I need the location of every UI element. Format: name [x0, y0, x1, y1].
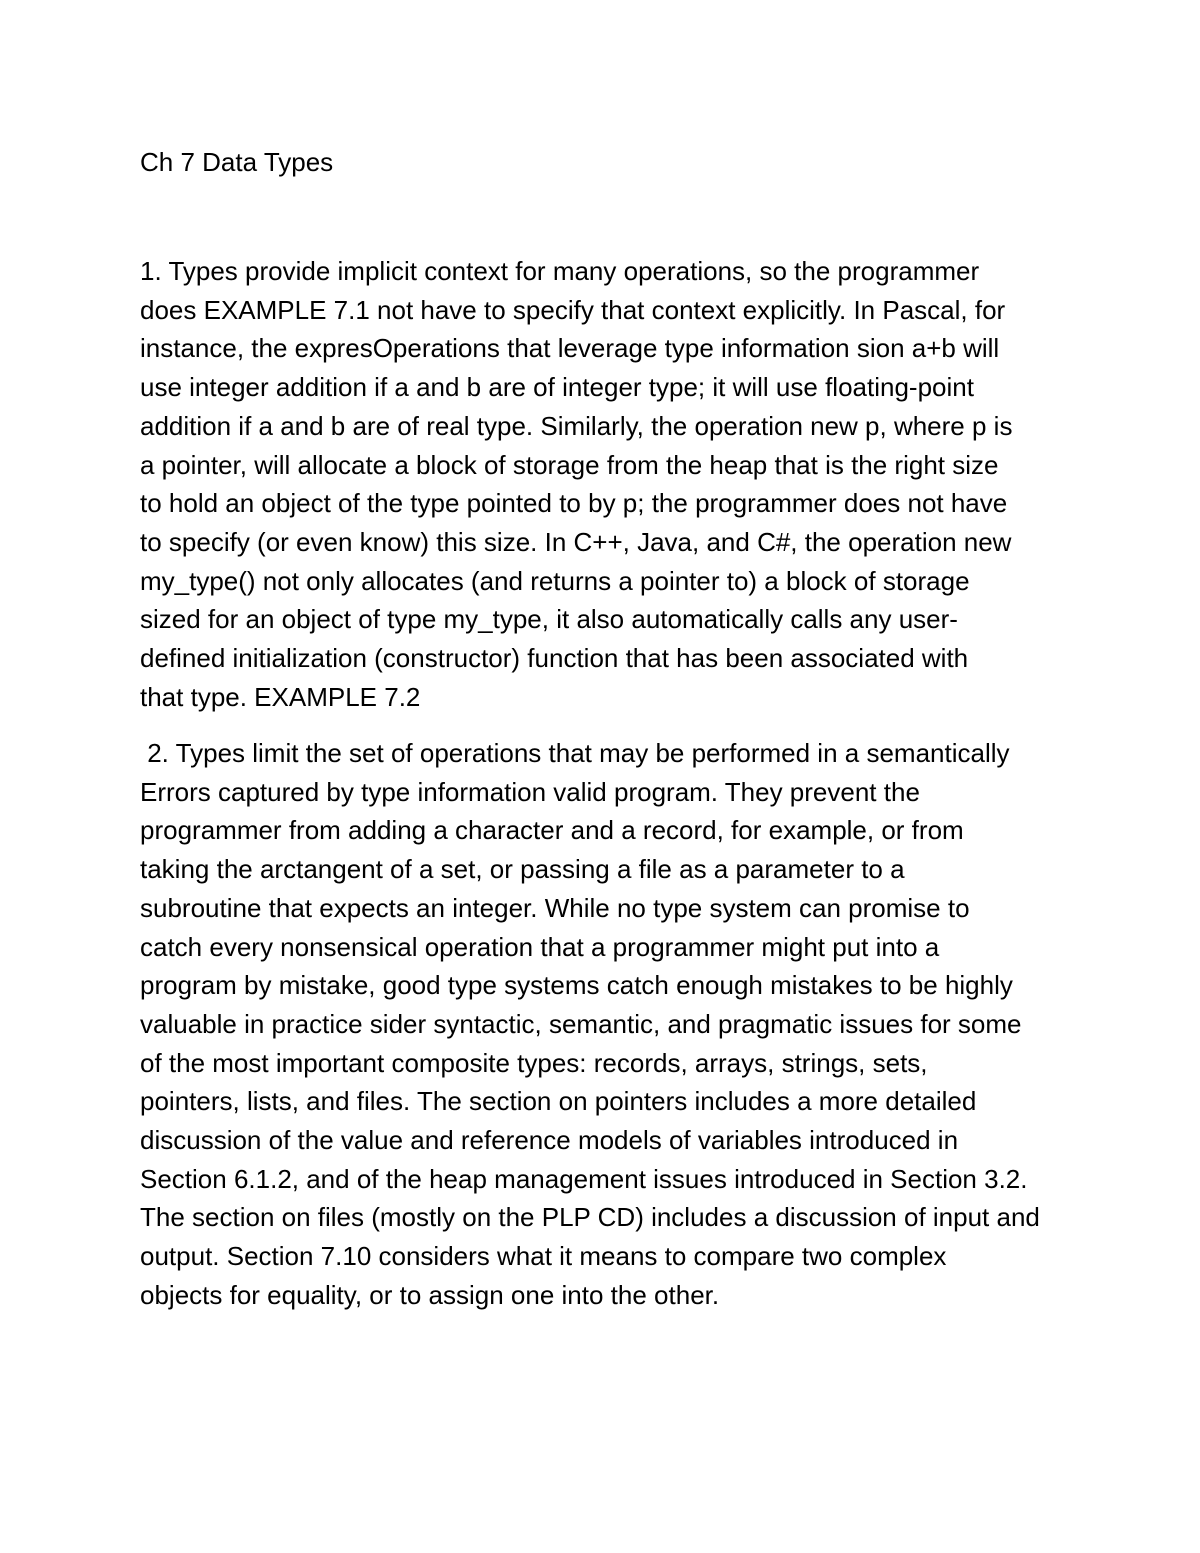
text-line: does EXAMPLE 7.1 not have to specify that context explicitly. In Pascal, for: [140, 294, 1006, 325]
text-line: a pointer, will allocate a block of storage from the heap that is the right size: [140, 449, 999, 480]
text-line: Section 6.1.2, and of the heap management issues introduced in Section 3.2.: [140, 1163, 1028, 1194]
paragraph-2: [140, 734, 1080, 1315]
document-title: Ch 7 Data Types: [140, 147, 334, 177]
text-line: objects for equality, or to assign one into the other.: [140, 1279, 720, 1310]
text-line: 1. Types provide implicit context for many operations, so the programmer: [140, 256, 980, 286]
text-line: subroutine that expects an integer. While no type system can promise to: [140, 892, 970, 923]
text-line: instance, the expresOperations that leverage type information sion a+b will: [140, 333, 1000, 364]
text-line: programmer from adding a character and a record, for example, or from: [140, 815, 964, 846]
text-line: use integer addition if a and b are of integer type; it will use floating-point: [140, 372, 974, 403]
paragraph-1: [140, 252, 1080, 716]
text-line: catch every nonsensical operation that a programmer might put into a: [140, 931, 940, 962]
text-line: my_type() not only allocates (and returns a pointer to) a block of storage: [140, 565, 970, 596]
text-line: taking the arctangent of a set, or passing a file as a parameter to a: [140, 854, 905, 885]
text-line: program by mistake, good type systems catch enough mistakes to be highly: [140, 970, 1013, 1001]
text-line: valuable in practice sider syntactic, semantic, and pragmatic issues for some: [140, 1008, 1022, 1039]
text-line: defined initialization (constructor) function that has been associated with: [140, 643, 969, 674]
text-line: discussion of the value and reference models of variables introduced in: [140, 1125, 959, 1156]
text-line: that type. EXAMPLE 7.2: [140, 681, 421, 712]
text-line: The section on files (mostly on the PLP CD) includes a discussion of input and: [140, 1202, 1040, 1233]
text-line: pointers, lists, and files. The section on pointers includes a more detailed: [140, 1086, 977, 1117]
text-line: Errors captured by type information valid program. They prevent the: [140, 776, 920, 807]
text-line: to hold an object of the type pointed to by p; the programmer does not have: [140, 488, 1008, 519]
text-line: output. Section 7.10 considers what it means to compare two complex: [140, 1241, 947, 1272]
text-line: sized for an object of type my_type, it also automatically calls any user-: [140, 604, 958, 635]
text-line: of the most important composite types: records, arrays, strings, sets,: [140, 1047, 928, 1078]
text-line: to specify (or even know) this size. In C++, Java, and C#, the operation new: [140, 526, 1012, 557]
text-line: addition if a and b are of real type. Similarly, the operation new p, where p is: [140, 410, 1013, 441]
text-line: 2. Types limit the set of operations that may be performed in a semantically: [140, 738, 1010, 768]
